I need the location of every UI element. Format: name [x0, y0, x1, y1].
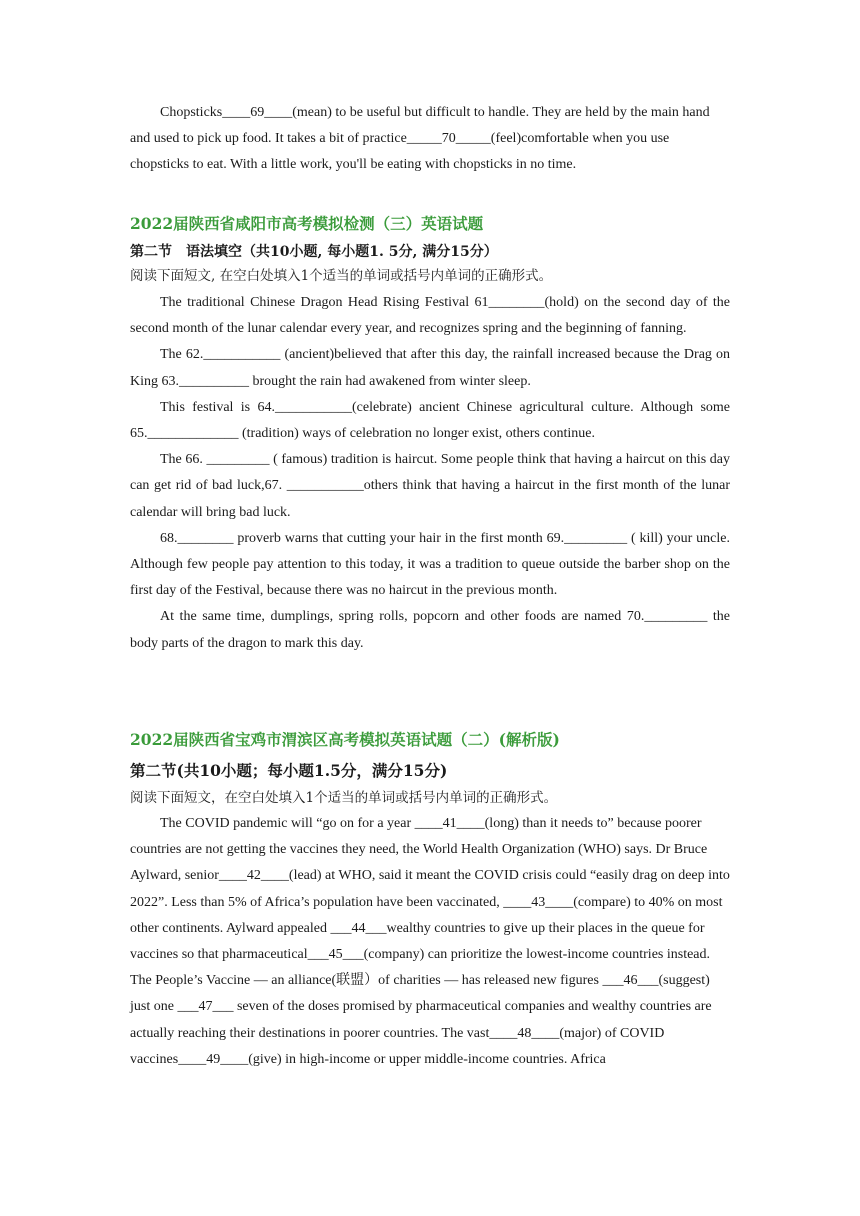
section-baoji	[130, 729, 730, 1073]
passage-paragraph: This festival is 64.___________(celebrate) ancient Chinese agricultural culture. Although some 65._____________ (tradition) ways of celebration no longer exist, others continue.	[130, 399, 730, 442]
section-title: 2022届陕西省宝鸡市渭滨区高考模拟英语试题（二）(解析版)	[130, 730, 560, 749]
passage-paragraph: The 66. _________ ( famous) tradition is haircut. Some people think that having a haircut on this day can get rid of bad luck,67. ___________others think that having a haircut in the first month of the lunar calendar will bring bad luck.	[130, 452, 730, 520]
passage-paragraph: At the same time, dumplings, spring rolls, popcorn and other foods are named 70._________ the body parts of the dragon to mark this day.	[130, 609, 730, 651]
passage-paragraph: 68.________ proverb warns that cutting your hair in the first month 69._________ ( kill) your uncle. Although few people pay attention to this today, it was a tradition to queue outside the barber shop on the first day of the Festival, because there was no haircut in the previous month.	[130, 530, 730, 599]
top-passage	[130, 100, 730, 179]
section-subtitle: 第二节 语法填空（共10小题, 每小题1. 5分, 满分15分）	[130, 244, 498, 260]
section-xianyang	[130, 213, 730, 657]
passage-paragraph: The traditional Chinese Dragon Head Rising Festival 61________(hold) on the second day of the second month of the lunar calendar every year, and recognizes spring and the beginning of fanning.	[130, 295, 730, 337]
section-instruction: 阅读下面短文, 在空白处填入1个适当的单词或括号内单词的正确形式。	[130, 268, 553, 284]
section-title: 2022届陕西省咸阳市高考模拟检测（三）英语试题	[130, 214, 484, 233]
passage-paragraph: The COVID pandemic will “go on for a year ____41____(long) than it needs to” because poorer countries are not getting the vaccines they need, the World Health Organization (WHO) says. Dr Bruce Aylward, senior____42____(lead) at WHO, said it meant the COVID crisis could “easily drag on deep into 2022”. Less than 5% of Africa’s population have been vaccinated, ____43____(compare) to 40% on most other continents. Aylward appealed ___44___wealthy countries to give up their places in the queue for vaccines so that pharmaceutical___45___(company) can prioritize the lowest-income countries instead. The People’s Vaccine — an alliance(联盟）of charities — has released new figures ___46___(suggest) just one ___47___ seven of the doses promised by pharmaceutical companies and wealthy countries are actually reaching their destinations in poorer countries. The vast____48____(major) of COVID vaccines____49____(give) in high-income or upper middle-income countries. Africa	[130, 816, 730, 1067]
passage	[130, 290, 730, 657]
paragraph-chopsticks: Chopsticks____69____(mean) to be useful but difficult to handle. They are held by the main hand and used to pick up food. It takes a bit of practice_____70_____(feel)comfortable when you use chopsticks to eat. With a little work, you'll be eating with chopsticks in no time.	[130, 105, 710, 173]
section-instruction: 阅读下面短文，在空白处填入1个适当的单词或括号内单词的正确形式。	[130, 790, 558, 806]
passage-paragraph: The 62.___________ (ancient)believed that after this day, the rainfall increased because the Drag on King 63.__________ brought the rain had awakened from winter sleep.	[130, 347, 730, 389]
section-subtitle: 第二节(共10小题；每小题1.5分，满分15分)	[130, 761, 448, 780]
